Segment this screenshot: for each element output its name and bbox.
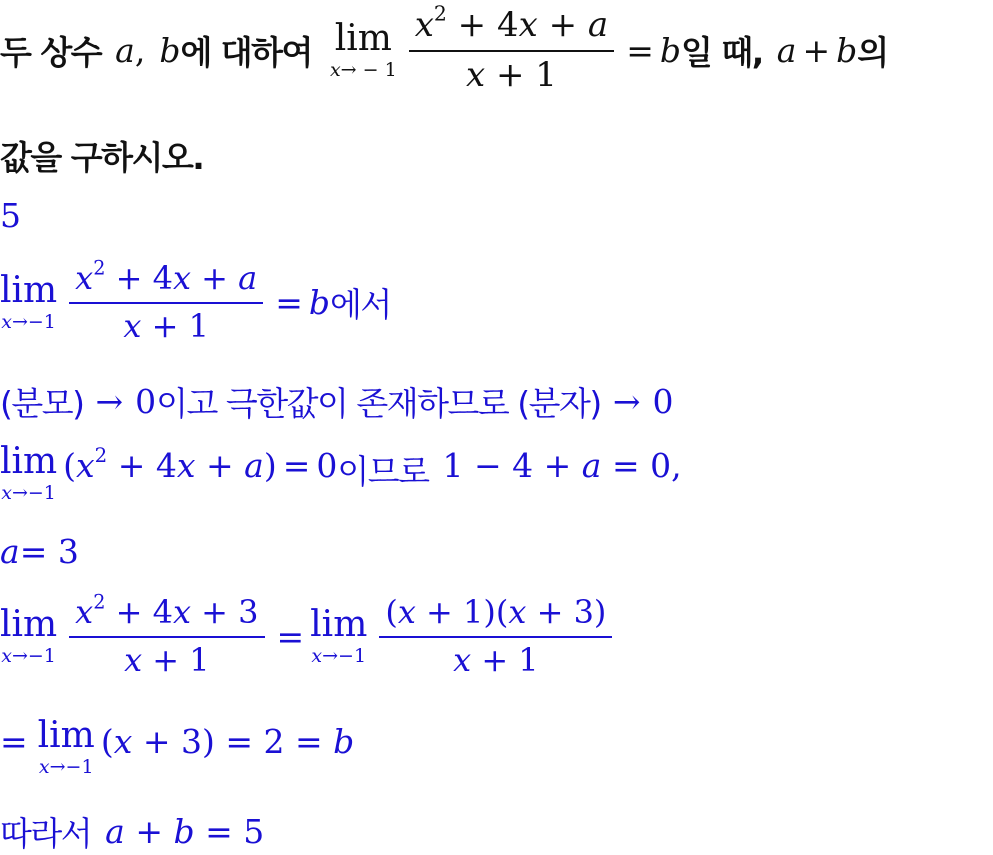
lim-word: lim xyxy=(0,270,58,312)
fraction xyxy=(69,256,263,345)
fraction-numerator xyxy=(69,590,264,636)
lim-subscript xyxy=(330,61,397,80)
var-a: a xyxy=(581,446,602,485)
limit-operator xyxy=(0,441,58,504)
limit-operator xyxy=(329,18,397,82)
limit-operator xyxy=(0,604,58,668)
var-x: x xyxy=(76,446,95,485)
var-b: b xyxy=(159,31,181,71)
fraction xyxy=(409,1,615,95)
num-a: a xyxy=(238,259,258,297)
lim-word: lim xyxy=(310,604,368,646)
denominator-label: (분모) xyxy=(0,384,84,423)
var-a: a xyxy=(105,812,125,851)
var-b: b xyxy=(308,283,331,323)
num-x: x xyxy=(75,259,94,297)
lim-word: lim xyxy=(37,715,95,756)
num-rest: + 4 xyxy=(105,259,173,297)
num-mid: + 1)( xyxy=(415,593,509,631)
num-x: x xyxy=(397,593,416,631)
lim-subscript xyxy=(1,313,56,332)
equals-sign: = xyxy=(626,31,654,71)
fraction-numerator xyxy=(409,1,615,50)
fraction-numerator xyxy=(69,256,263,302)
sum-plus: + xyxy=(802,31,831,71)
sum-b: b xyxy=(836,31,858,71)
final-value: = 5 xyxy=(194,812,265,851)
var-a: a xyxy=(244,446,264,485)
var-b: b xyxy=(173,812,195,851)
lim-sub-var: x xyxy=(38,756,50,778)
equals-sign: = xyxy=(282,446,311,485)
solution-step-2 xyxy=(0,378,673,425)
solution-step-7 xyxy=(0,808,264,855)
den-x: x xyxy=(453,640,472,679)
den-x: x xyxy=(465,54,486,95)
plus-text: + xyxy=(124,812,174,851)
equals-sign: = xyxy=(0,722,28,761)
var-x2: x xyxy=(176,446,196,485)
step-text: 따라서 xyxy=(0,814,92,853)
lim-sub-var: x xyxy=(1,311,12,334)
den-x: x xyxy=(124,640,143,679)
lim-subscript xyxy=(1,484,56,503)
arrow-icon: → xyxy=(612,382,641,421)
fraction-denominator xyxy=(123,304,209,344)
paren-close: ) xyxy=(263,446,277,485)
question-prefix: 두 상수 xyxy=(0,33,102,73)
limit-operator xyxy=(37,715,95,778)
limit-operator-2 xyxy=(310,604,368,668)
expression xyxy=(101,722,354,761)
question-line-2: 값을 구하시오. xyxy=(0,138,204,177)
lim-subscript xyxy=(39,758,94,777)
var-x: x xyxy=(113,722,133,761)
fraction-factored xyxy=(379,593,612,679)
solution-step-1 xyxy=(0,256,391,345)
num-plus: + xyxy=(537,5,588,45)
lim-word: lim xyxy=(0,604,58,646)
num-rest: + 4 xyxy=(446,5,519,45)
fraction-denominator xyxy=(453,638,539,678)
solution-step-4 xyxy=(0,532,79,571)
den-x: x xyxy=(123,306,142,345)
exponent: 2 xyxy=(94,444,108,468)
question-line-1 xyxy=(0,1,888,95)
den-rest: + 1 xyxy=(141,306,209,345)
question-mid: 에 대하여 xyxy=(180,33,312,73)
num-a: a xyxy=(587,5,609,45)
lim-sub-rest: → − 1 xyxy=(340,59,397,82)
question-end: 의 xyxy=(857,33,888,73)
paren-open: ( xyxy=(385,593,398,631)
num-end: + 3) xyxy=(526,593,607,631)
den-rest: + 1 xyxy=(471,640,539,679)
var-b: b xyxy=(333,722,355,761)
lim-sub-rest: →−1 xyxy=(11,311,56,334)
lim-sub-rest: →−1 xyxy=(11,645,56,668)
num-x2: x xyxy=(518,5,538,45)
expr-plus: + xyxy=(195,446,245,485)
var-a: a xyxy=(115,31,135,71)
fraction xyxy=(69,590,264,679)
lim-sub-var: x xyxy=(311,645,323,668)
fraction-denominator xyxy=(124,638,210,678)
den-rest: + 1 xyxy=(142,640,210,679)
lim-sub-rest: →−1 xyxy=(322,645,367,668)
lim-subscript xyxy=(311,647,366,666)
equals-sign: = xyxy=(275,283,303,323)
value-text: = 3 xyxy=(19,532,79,571)
zero-value: 0 xyxy=(652,382,674,421)
step-text: 에서 xyxy=(330,285,391,325)
calc-text: 1 − 4 + xyxy=(442,446,582,485)
step-text: 이므로 xyxy=(337,452,429,491)
lim-subscript xyxy=(1,647,56,666)
num-x: x xyxy=(75,593,94,631)
lim-sub-var: x xyxy=(1,482,12,504)
fraction-numerator xyxy=(379,593,612,636)
rhs-b: b xyxy=(659,31,681,71)
equation xyxy=(443,446,682,485)
limit-operator xyxy=(0,270,58,334)
lim-sub-var: x xyxy=(1,645,12,668)
lim-word: lim xyxy=(334,18,392,60)
answer-value: 5 xyxy=(0,196,21,235)
paren-open: ( xyxy=(63,446,77,485)
solution-step-6 xyxy=(0,715,355,778)
num-x2: x xyxy=(172,259,191,297)
calc-end: = 0, xyxy=(601,446,682,485)
sum-a: a xyxy=(776,31,797,71)
step-text: 이고 극한값이 존재하므로 (분자) xyxy=(156,384,601,423)
num-exponent: 2 xyxy=(93,256,106,280)
num-exponent: 2 xyxy=(433,1,447,26)
lim-sub-rest: →−1 xyxy=(49,756,94,778)
paren-open: ( xyxy=(100,722,114,761)
num-x2: x xyxy=(172,593,191,631)
num-exponent: 2 xyxy=(93,590,106,614)
question-suffix: 일 때, xyxy=(680,33,763,73)
final-equation xyxy=(105,812,264,851)
var-a: a xyxy=(0,532,20,571)
arrow-icon: → xyxy=(95,382,124,421)
zero-value: 0 xyxy=(316,446,338,485)
lim-sub-var: x xyxy=(329,59,341,82)
num-rest: + 4 xyxy=(105,593,173,631)
num-x: x xyxy=(414,5,434,45)
zero-value: 0 xyxy=(135,382,157,421)
num-plus: + xyxy=(191,259,239,297)
den-rest: + 1 xyxy=(485,54,557,95)
equals-sign: = xyxy=(276,617,305,657)
lim-word: lim xyxy=(0,441,58,482)
expr-rest: + 3) = 2 = xyxy=(132,722,334,761)
lim-sub-rest: →−1 xyxy=(11,482,56,504)
comma: , xyxy=(134,31,146,71)
fraction-denominator xyxy=(466,52,557,94)
expr-rest: + 4 xyxy=(107,446,177,485)
num-x2: x xyxy=(508,593,527,631)
solution-step-5 xyxy=(0,590,618,679)
num-tail: + 3 xyxy=(191,593,259,631)
expression xyxy=(63,446,337,485)
solution-step-3 xyxy=(0,441,682,504)
